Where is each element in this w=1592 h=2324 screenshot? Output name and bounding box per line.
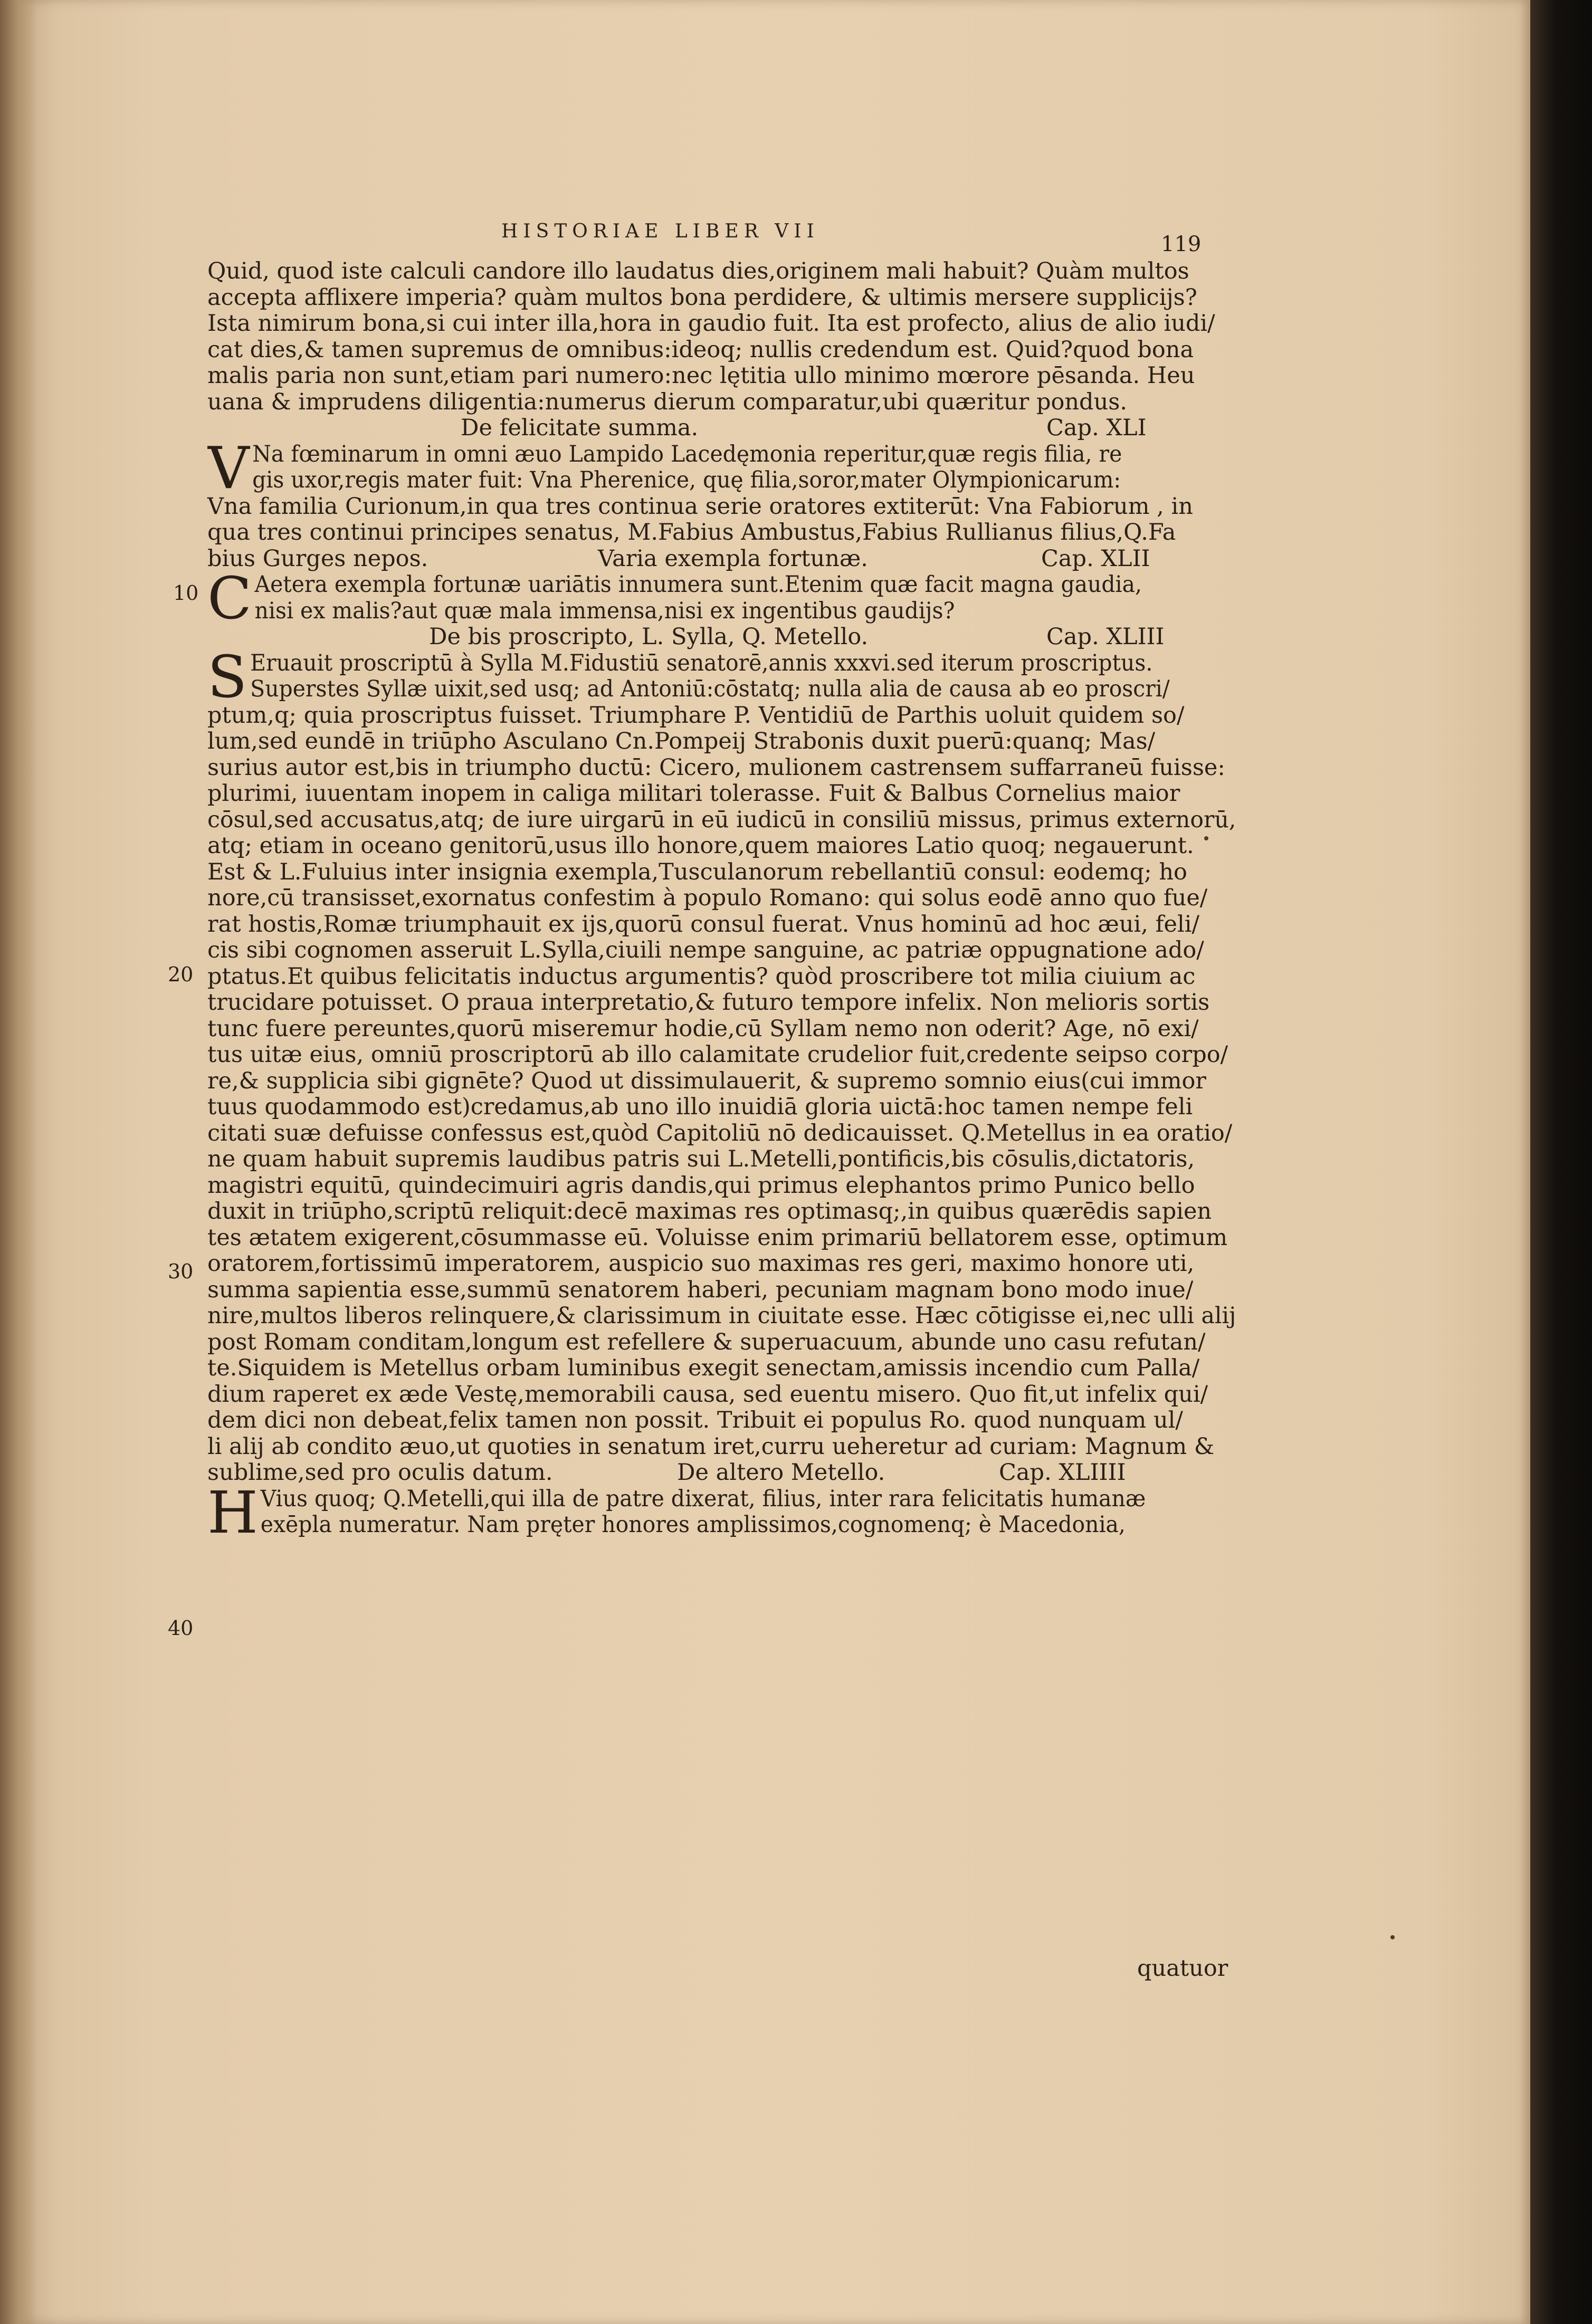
text-line: accepta afflixere imperia? quàm multos bona perdidere, & ultimis mersere supplicijs? [207,284,1197,311]
text-line: duxit in triūpho,scriptū reliquit:decē maximas res optimasq;,in quibus quærēdis sapien [207,1198,1212,1225]
text-line: cis sibi cognomen asseruit L.Sylla,ciuili nempe sanguine, ac patriæ oppugnatione ado/ [207,937,1204,963]
chapter-heading-42 [207,546,1236,572]
text-line: Vna familia Curionum,in qua tres continua serie oratores extiterūt: Vna Fabiorum , in [207,493,1193,520]
text-line: Eruauit proscriptū à Sylla M.Fidustiū senatorē,annis xxxvi.sed iterum proscriptus. [250,650,1153,676]
text-line: sublime,sed pro oculis datum. [207,1459,553,1486]
text-line: surius autor est,bis in triumpho ductū: Cicero, mulionem castrensem suffarraneū fuisse: [207,754,1225,781]
paragraph-44 [207,1486,1236,1538]
text-line: dium raperet ex æde Vestę,memorabili causa, sed euentu misero. Quo fit,ut infelix qui/ [207,1381,1208,1408]
paragraph-43 [207,651,1236,703]
running-head: HISTORIAE LIBER VII [501,221,819,242]
chapter-heading-44 [207,1460,1236,1486]
text-line: Quid, quod iste calculi candore illo laudatus dies,originem mali habuit? Quàm multos [207,258,1189,284]
line-number-40: 40 [168,1617,194,1640]
text-line: rat hostis,Romæ triumphauit ex ijs,quorū consul fuerat. Vnus hominū ad hoc æui, feli/ [207,911,1199,938]
text-line: bius Gurges nepos. [207,545,428,572]
chapter-title: Varia exempla fortunæ. [598,545,868,572]
text-line: Aetera exempla fortunæ uariātis innumera sunt.Etenim quæ facit magna gaudia, [254,572,1142,598]
text-line: tus uitæ eius, omniū proscriptorū ab illo calamitate crudelior fuit,credente seipso corpo/ [207,1041,1228,1068]
text-line: cōsul,sed accusatus,atq; de iure uirgarū in eū iudicū in consiliū missus, primus externorū, [207,806,1236,833]
text-line: lum,sed eundē in triūpho Asculano Cn.Pompeij Strabonis duxit puerū:quanq; Mas/ [207,728,1156,754]
initial-letter: S [207,650,247,703]
chapter-number: Cap. XLIII [1046,624,1165,650]
initial-letter: V [207,441,250,494]
chapter-title: De felicitate summa. [461,415,699,441]
chapter-number: Cap. XLI [1046,415,1147,441]
chapter-title: De bis proscripto, L. Sylla, Q. Metello. [429,624,869,650]
text-line: summa sapientia esse,summū senatorem haberi, pecuniam magnam bono modo inue/ [207,1276,1194,1303]
line-number-10: 10 [173,581,199,605]
text-line: Est & L.Fuluius inter insignia exempla,Tusculanorum rebellantiū consul: eodemq; ho [207,858,1187,885]
text-line: plurimi, iuuentam inopem in caliga militari tolerasse. Fuit & Balbus Cornelius maior [207,780,1180,807]
chapter-number: Cap. XLIIII [999,1459,1126,1486]
ink-speck [1204,836,1208,840]
text-line: nore,cū transisset,exornatus confestim à populo Romano: qui solus eodē anno quo fue/ [207,885,1208,911]
text-line: Superstes Syllæ uixit,sed usq; ad Antoniū:cōstatq; nulla alia de causa ab eo proscri/ [250,676,1170,702]
page-edge-shadow [1530,0,1592,2324]
text-line: tuus quodammodo est)credamus,ab uno illo inuidiā gloria uictā:hoc tamen nempe feli [207,1094,1193,1120]
initial-letter: C [207,572,252,624]
text-line: dem dici non debeat,felix tamen non possit. Tribuit ei populus Ro. quod nunquam ul/ [207,1407,1183,1433]
ink-speck [1390,1935,1395,1939]
text-line: Vius quoq; Q.Metelli,qui illa de patre dixerat, filius, inter rara felicitatis humanæ [260,1486,1146,1512]
line-number-20: 20 [168,963,194,986]
main-text [207,259,1236,1538]
text-line: re,& supplicia sibi gignēte? Quod ut dissimulauerit, & supremo somnio eius(cui immor [207,1067,1206,1094]
text-line: nisi ex malis?aut quæ mala immensa,nisi ex ingentibus gaudijs? [254,597,955,624]
text-line: atq; etiam in oceano genitorū,usus illo honore,quem maiores Latio quoq; negauerunt. [207,833,1194,859]
text-line: Ista nimirum bona,si cui inter illa,hora in gaudio fuit. Ita est profecto, alius de alio iudi/ [207,310,1215,337]
chapter-heading-41 [207,415,1236,442]
text-line: ptum,q; quia proscriptus fuisset. Triumphare P. Ventidiū de Parthis uoluit quidem so/ [207,702,1185,729]
chapter-heading-43 [207,624,1236,651]
catchword: quatuor [1137,1955,1228,1982]
initial-letter: H [207,1486,258,1538]
text-line: ptatus.Et quibus felicitatis inductus argumentis? quòd proscribere tot milia ciuium ac [207,963,1196,990]
text-line: te.Siquidem is Metellus orbam luminibus exegit senectam,amissis incendio cum Palla/ [207,1355,1200,1381]
text-line: malis paria non sunt,etiam pari numero:nec lętitia ullo minimo mœrore pēsanda. Heu [207,362,1195,389]
paragraph-41 [207,442,1236,494]
text-line: tes ætatem exigerent,cōsummasse eū. Voluisse enim primariū bellatorem esse, optimum [207,1224,1228,1251]
text-line: qua tres continui principes senatus, M.Fabius Ambustus,Fabius Rullianus filius,Q.Fa [207,519,1176,546]
text-line: ne quam habuit supremis laudibus patris sui L.Metelli,pontificis,bis cōsulis,dictatoris, [207,1146,1195,1172]
text-line: gis uxor,regis mater fuit: Vna Pherenice, quę filia,soror,mater Olympionicarum: [252,467,1121,493]
page-gutter [0,0,37,2324]
text-line: citati suæ defuisse confessus est,quòd Capitoliū nō dedicauisset. Q.Metellus in ea oratio/ [207,1120,1233,1146]
chapter-number: Cap. XLII [1041,545,1150,572]
text-line: tunc fuere pereuntes,quorū miseremur hodie,cū Syllam nemo non oderit? Age, nō exi/ [207,1015,1199,1042]
text-line: Na fœminarum in omni æuo Lampido Lacedęmonia reperitur,quæ regis filia, re [252,441,1122,467]
text-line: post Romam conditam,longum est refellere & superuacuum, abunde uno casu refutan/ [207,1328,1206,1355]
line-number-30: 30 [168,1260,194,1283]
text-line: nire,multos liberos relinquere,& clarissimum in ciuitate esse. Hæc cōtigisse ei,nec ulli alij [207,1303,1236,1329]
text-line: exēpla numeratur. Nam pręter honores amplissimos,cognomenq; è Macedonia, [260,1512,1126,1538]
page-number: 119 [1161,232,1202,256]
chapter-title: De altero Metello. [677,1459,885,1486]
text-line: trucidare potuisset. O praua interpretatio,& futuro tempore infelix. Non melioris sortis [207,989,1210,1016]
text-line: cat dies,& tamen supremus de omnibus:ideoq; nullis credendum est. Quid?quod bona [207,336,1194,363]
text-line: magistri equitū, quindecimuiri agris dandis,qui primus elephantos primo Punico bello [207,1172,1195,1199]
text-line: li alij ab condito æuo,ut quoties in senatum iret,curru ueheretur ad curiam: Magnum & [207,1433,1215,1460]
paragraph-42 [207,572,1236,624]
text-line: uana & imprudens diligentia:numerus dierum comparatur,ubi quæritur pondus. [207,388,1128,415]
text-line: oratorem,fortissimū imperatorem, auspicio suo maximas res geri, maximo honore uti, [207,1250,1195,1277]
